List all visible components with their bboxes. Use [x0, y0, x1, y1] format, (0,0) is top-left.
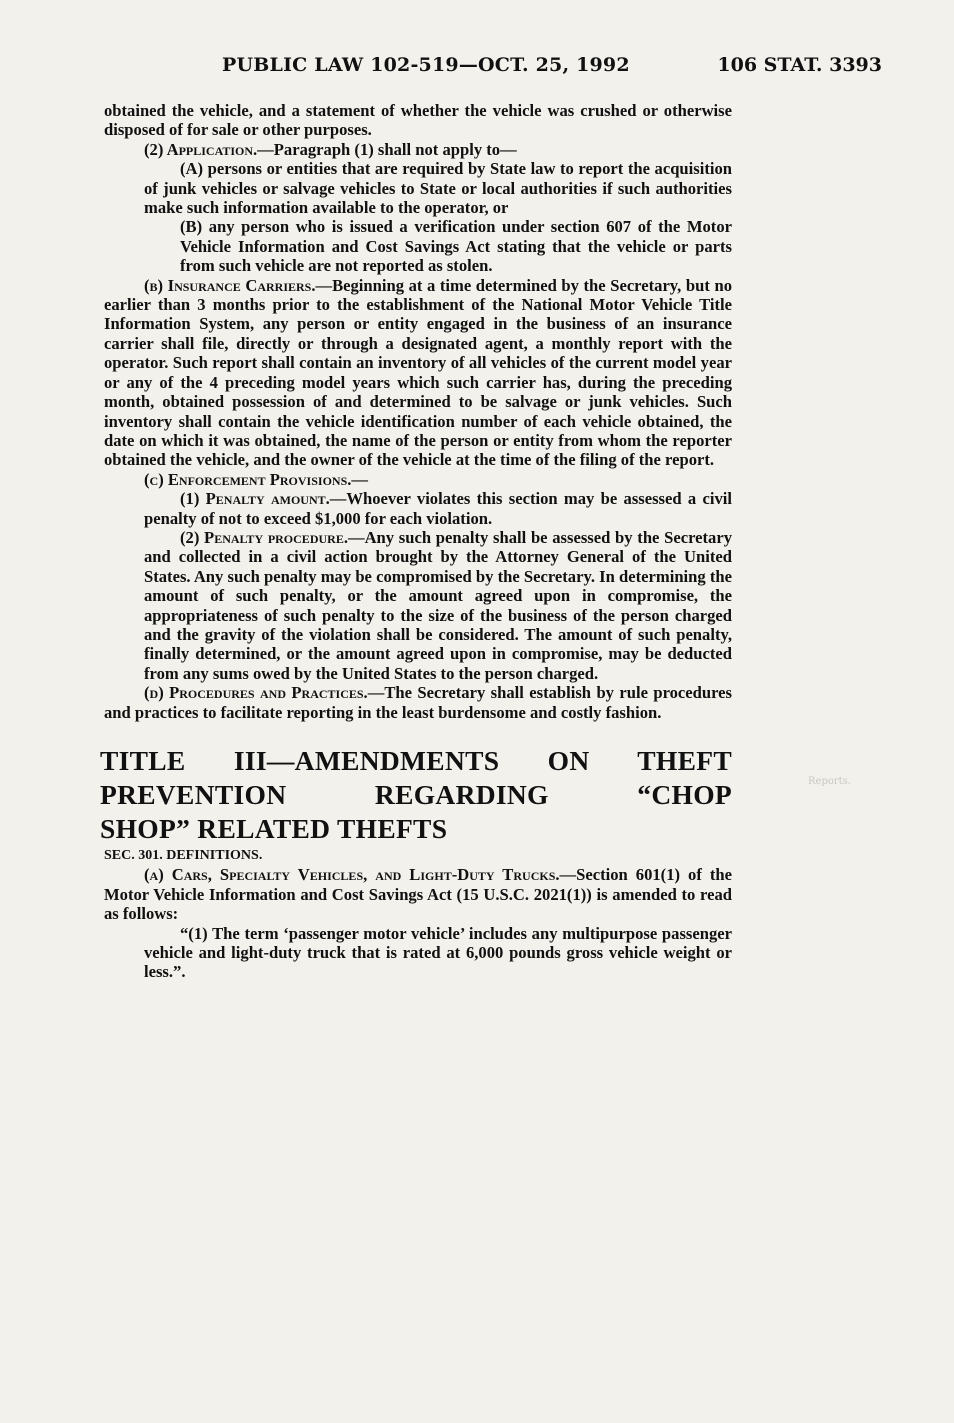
- paragraph: [104, 489, 732, 528]
- subsection-text: —Any such penalty shall be assessed by the Secretary and collected in a civil action brought by the Attorney General of the United States. Any such penalty may be compromised by the Secretary. In determining the amount of such penalty, or the amount agreed upon in compromise, the appropriateness of such penalty to the size of the business of the person charged and the gravity of the violation shall be considered. The amount of such penalty, finally determined, or the amount agreed upon in compromise, may be deducted from any sums owed by the United States to the person charged.: [144, 527, 732, 683]
- quoted-amendment: “(1) The term ‘passenger motor vehicle’ includes any multipurpose passenger vehicle and light-duty truck that is rated at 6,000 pounds gross vehicle weight or less.”.: [144, 923, 732, 982]
- paragraph: [104, 140, 732, 159]
- paragraph: [104, 865, 732, 923]
- title-line: SHOP” RELATED THEFTS: [100, 813, 448, 844]
- subsection-text: —Beginning at a time determined by the Secretary, but no earlier than 3 months prior to the establishment of the National Motor Vehicle Title Information System, any person or entity engaged in the business of an insurance carrier shall file, directly or through a designated agent, a monthly report with the operator. Such report shall contain an inventory of all vehicles of the current model year or any of the 4 preceding model years which such carrier has, during the preceding month, obtained possession of and determined to be salvage or junk vehicles. Such inventory shall contain the vehicle identification number of each vehicle obtained, the date on which it was obtained, the name of the person or entity from whom the reporter obtained the vehicle, and the owner of the vehicle at the time of the filing of the report.: [104, 275, 732, 470]
- paragraph: [104, 276, 732, 470]
- subsection-label: (a) Cars, Specialty Vehicles, and Light-Duty Trucks.: [144, 865, 560, 885]
- page-header: [0, 54, 954, 84]
- subsection-text: —The Secretary shall establish by rule procedures and practices to facilitate reporting in the least burdensome and costly fashion.: [104, 683, 733, 722]
- title-heading: [100, 744, 732, 846]
- paragraph: (A) persons or entities that are required by State law to report the acquisition of junk vehicles or salvage vehicles to State or local authorities if such authorities make such information available to the operator, or: [144, 159, 732, 218]
- subsection-label: (c) Enforcement Provisions.: [144, 469, 352, 489]
- clause-text: (B) any person who is issued a verification under section 607 of the Motor Vehicle Information and Cost Savings Act stating that the vehicle or parts from such vehicle are not reported as stolen.: [180, 217, 732, 276]
- subsection-label: (2) Penalty procedure.: [180, 527, 348, 547]
- law-text: [100, 101, 733, 982]
- subsection-text: —: [351, 469, 368, 489]
- subsection-label: (1) Penalty amount.: [180, 489, 330, 509]
- paragraph: obtained the vehicle, and a statement of whether the vehicle was crushed or otherwise disposed of for sale or other purposes.: [104, 101, 732, 140]
- subsection-text: —Paragraph (1) shall not apply to—: [257, 139, 517, 159]
- title-line: TITLE III—AMENDMENTS ON THEFT: [100, 745, 732, 776]
- subsection-label: (2) Application.: [144, 139, 258, 159]
- subsection-text: —Section 601(1) of the Motor Vehicle Information and Cost Savings Act (15 U.S.C. 2021(1)) is amended to read as follows:: [104, 865, 733, 924]
- running-head: PUBLIC LAW 102-519—OCT. 25, 1992: [222, 54, 630, 76]
- subsection-label: (d) Procedures and Practices.: [144, 683, 368, 703]
- paragraph: [104, 528, 732, 683]
- subsection-text: —Whoever violates this section may be assessed a civil penalty of not to exceed $1,000 for each violation.: [144, 489, 732, 528]
- title-line: PREVENTION REGARDING “CHOP: [100, 779, 732, 810]
- paragraph: [104, 217, 732, 275]
- paragraph: [104, 470, 732, 489]
- margin-note: Reports.: [808, 776, 851, 787]
- subsection-label: (b) Insurance Carriers.: [144, 275, 316, 295]
- section-heading: SEC. 301. DEFINITIONS.: [104, 848, 263, 863]
- paragraph: [104, 683, 732, 722]
- stat-page-number: 106 STAT. 3393: [717, 54, 882, 76]
